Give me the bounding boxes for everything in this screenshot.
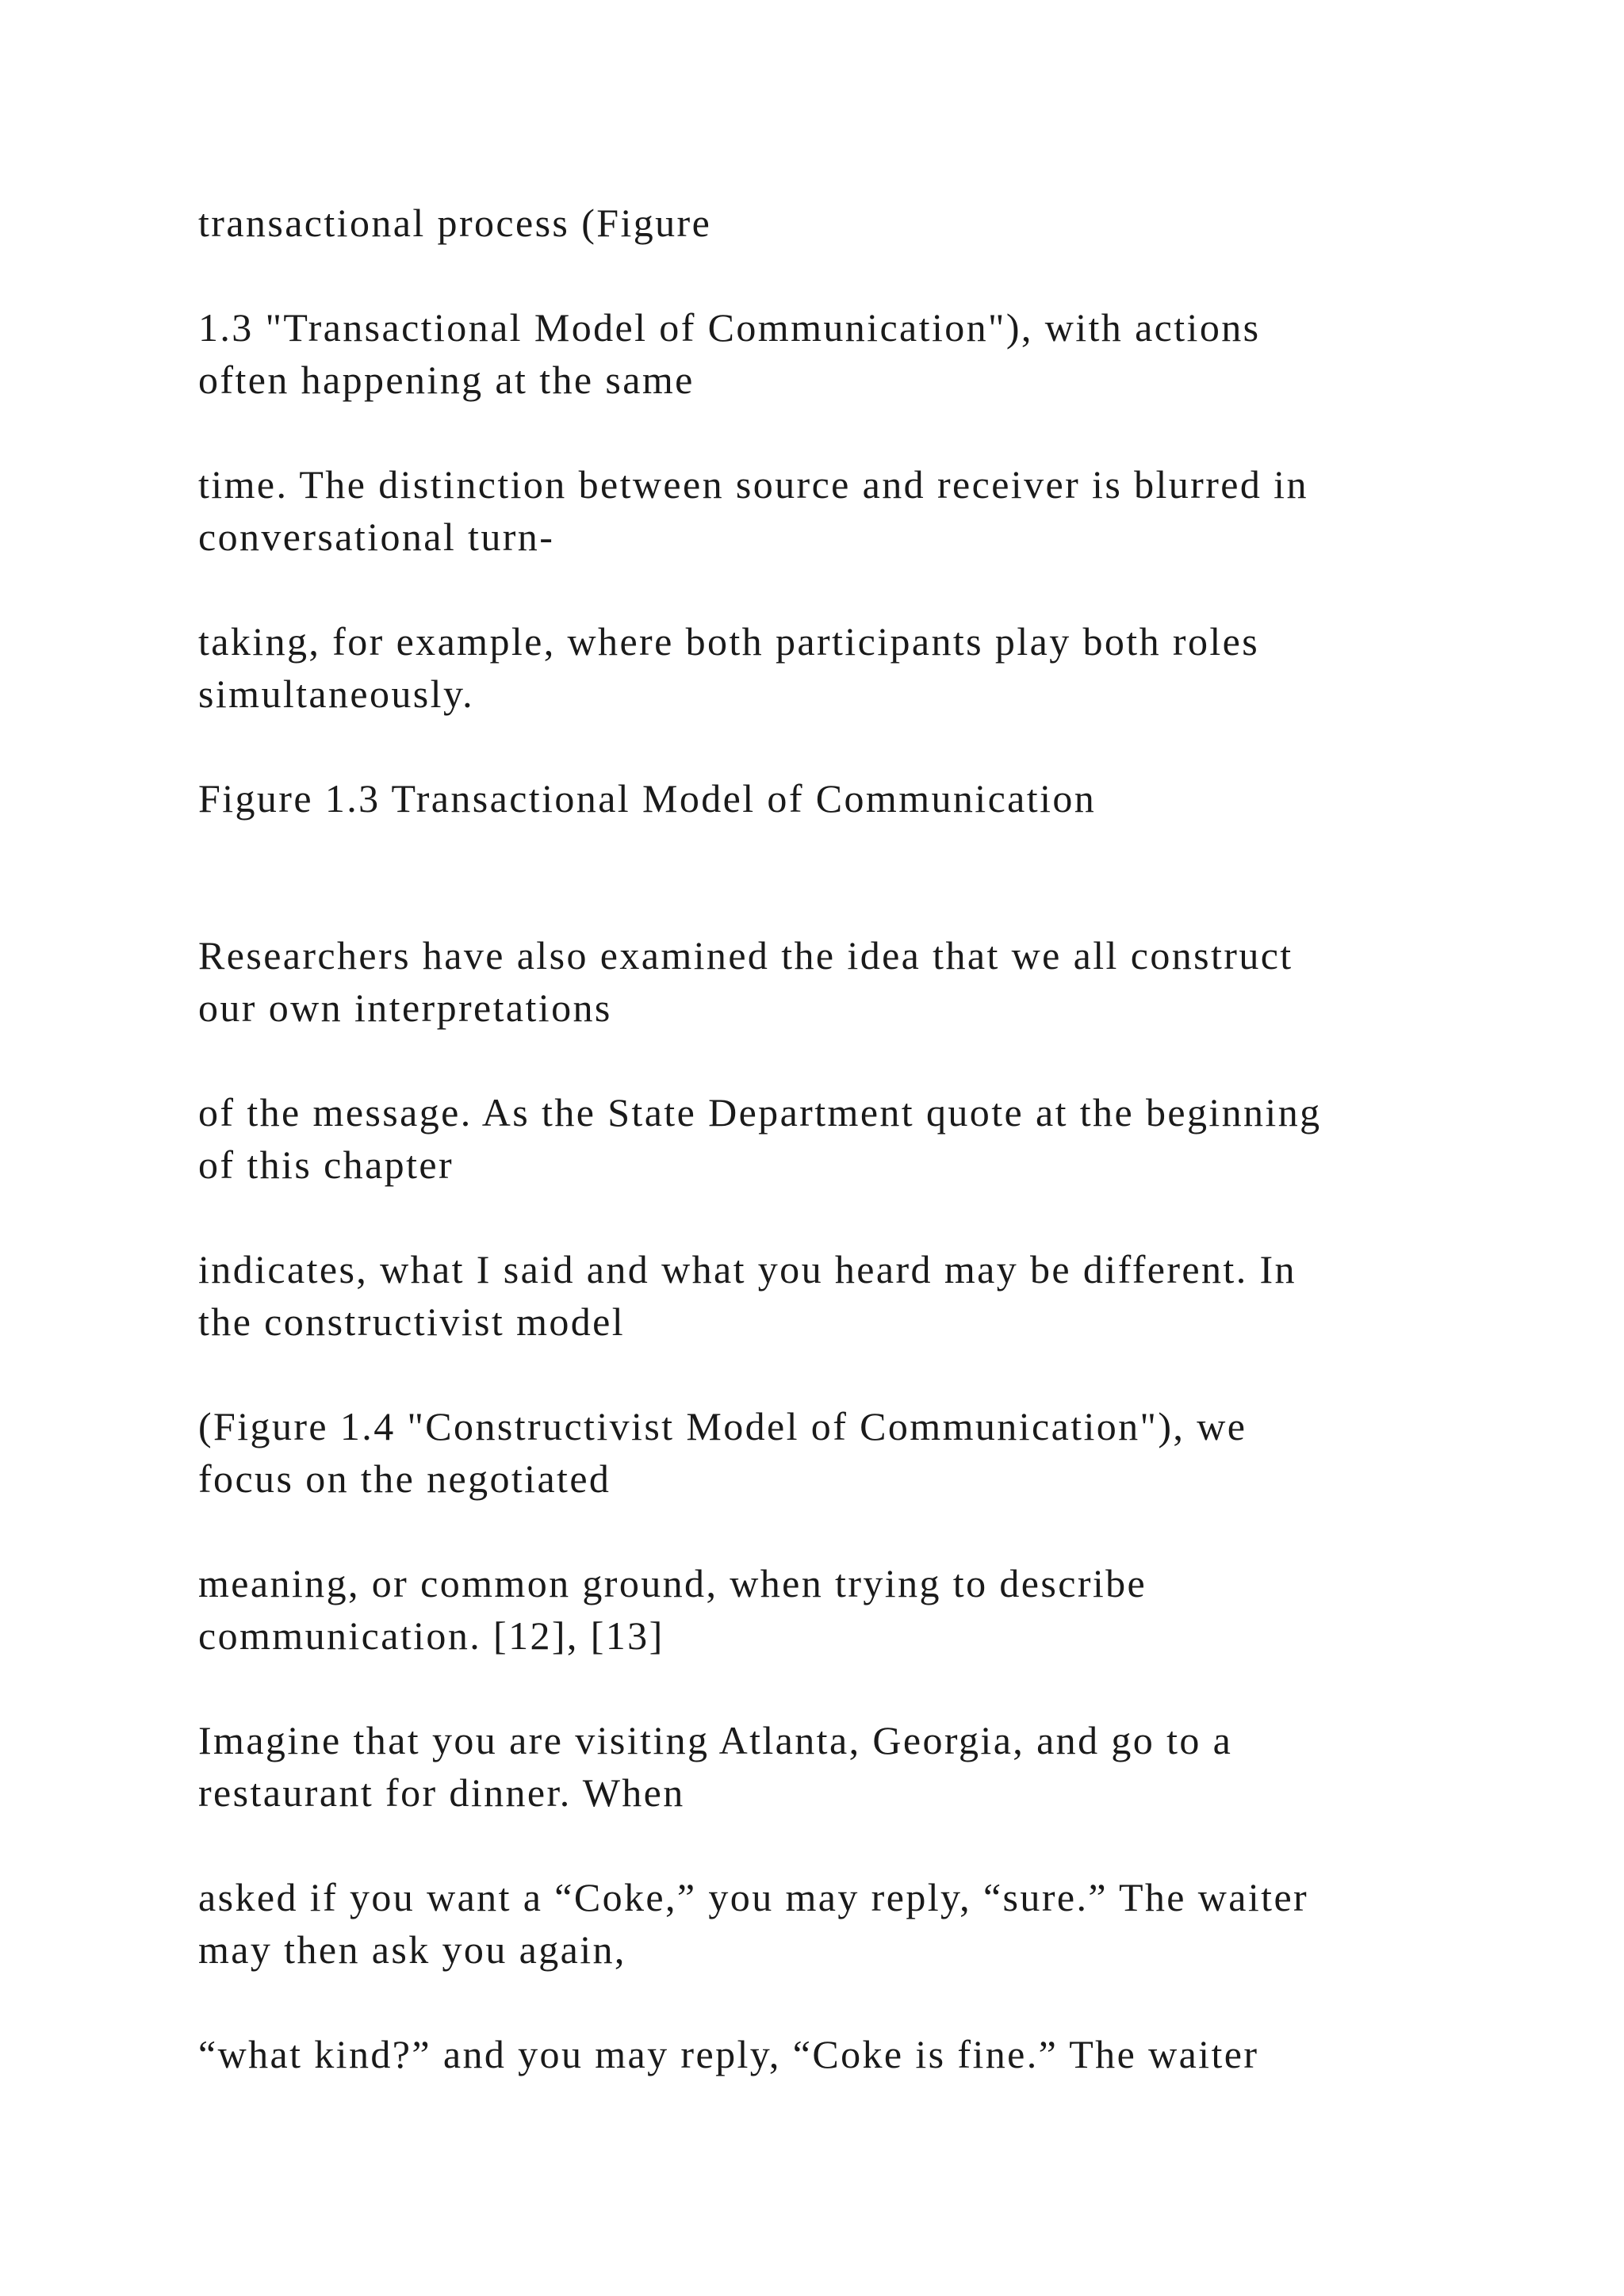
text-line: Researchers have also examined the idea that we all construct bbox=[198, 933, 1293, 978]
paragraph bbox=[198, 197, 1467, 249]
text-line: indicates, what I said and what you heard may be different. In bbox=[198, 1247, 1297, 1292]
text-line: restaurant for dinner. When bbox=[198, 1770, 685, 1815]
text-line: of the message. As the State Department quote at the beginning bbox=[198, 1090, 1322, 1135]
paragraph bbox=[198, 458, 1467, 563]
paragraph bbox=[198, 1086, 1467, 1191]
text-line: often happening at the same bbox=[198, 358, 695, 402]
text-line: asked if you want a “Coke,” you may reply, “sure.” The waiter bbox=[198, 1875, 1309, 1919]
text-line: may then ask you again, bbox=[198, 1927, 626, 1972]
paragraph bbox=[198, 1243, 1467, 1348]
text-line: transactional process (Figure bbox=[198, 201, 712, 245]
text-line: focus on the negotiated bbox=[198, 1456, 611, 1501]
paragraph bbox=[198, 929, 1467, 1034]
paragraph bbox=[198, 1400, 1467, 1505]
text-line: 1.3 "Transactional Model of Communication"), with actions bbox=[198, 305, 1261, 350]
text-line: conversational turn- bbox=[198, 515, 555, 559]
text-line: time. The distinction between source and receiver is blurred in bbox=[198, 462, 1308, 507]
text-line: of this chapter bbox=[198, 1142, 454, 1187]
text-line: simultaneously. bbox=[198, 672, 475, 716]
text-line: meaning, or common ground, when trying to describe bbox=[198, 1561, 1147, 1605]
paragraph bbox=[198, 1714, 1467, 1819]
text-line: our own interpretations bbox=[198, 985, 612, 1030]
paragraph bbox=[198, 301, 1467, 406]
figure-caption bbox=[198, 772, 1467, 825]
text-line: the constructivist model bbox=[198, 1299, 626, 1344]
text-line: Imagine that you are visiting Atlanta, Georgia, and go to a bbox=[198, 1718, 1233, 1762]
text-line: taking, for example, where both participants play both roles bbox=[198, 619, 1260, 664]
text-line: (Figure 1.4 "Constructivist Model of Communication"), we bbox=[198, 1404, 1247, 1448]
paragraph bbox=[198, 1557, 1467, 1662]
paragraph bbox=[198, 2028, 1467, 2080]
text-line: “what kind?” and you may reply, “Coke is fine.” The waiter bbox=[198, 2032, 1259, 2076]
document-body bbox=[198, 197, 1467, 2133]
paragraph bbox=[198, 615, 1467, 720]
text-line: Figure 1.3 Transactional Model of Communication bbox=[198, 776, 1097, 821]
paragraph bbox=[198, 1871, 1467, 1976]
text-line: communication. [12], [13] bbox=[198, 1613, 665, 1658]
